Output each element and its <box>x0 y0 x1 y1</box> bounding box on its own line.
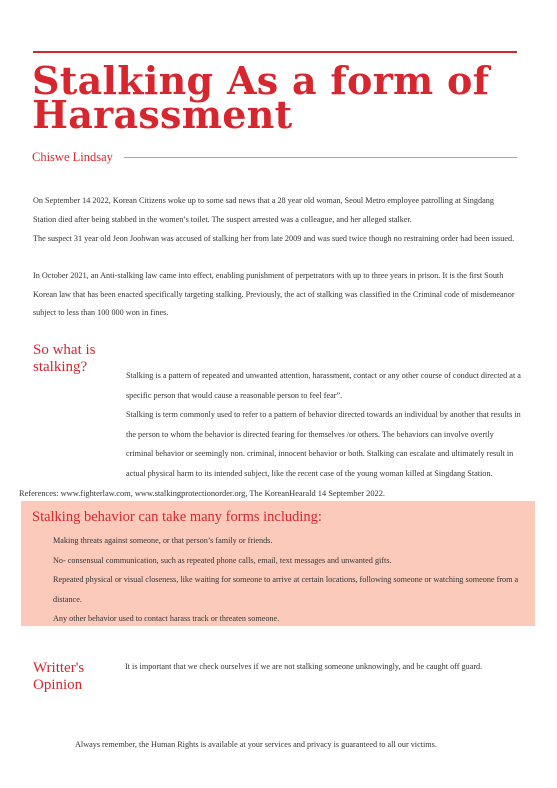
list-item: Any other behavior used to contact harass track or threaten someone. <box>53 614 280 623</box>
definition-paragraph-2: Stalking is term commonly used to refer to a pattern of behavior directed towards an individual by another that results in the person to whom the behavior is directed fearing for themselves /or others. The behaviors can involve overtly criminal behavior or seemingly non. criminal, innocent behavior or both. Stalking can escalate and ultimately result in actual physical harm to its intended subject, like the recent case of the young woman killed at Singdang Station. <box>126 410 521 478</box>
forms-title: Stalking behavior can take many forms including: <box>32 509 322 525</box>
intro-paragraph-2: The suspect 31 year old Jeon Joohwan was accused of stalking her from late 2009 and was sued twice though no restraining order had been issued. <box>33 234 515 243</box>
forms-list <box>53 531 523 629</box>
list-item: Making threats against someone, or that person’s family or friends. <box>53 536 273 545</box>
footer-note: Always remember, the Human Rights is available at your services and privacy is guaranteed to all our victims. <box>75 740 437 749</box>
definition-paragraph-1: Stalking is a pattern of repeated and unwanted attention, harassment, contact or any other course of conduct directed at a specific person that would cause a reasonable person to feel fear”. <box>126 371 521 400</box>
top-rule <box>33 51 517 53</box>
opinion-heading: Writter's Opinion <box>33 660 85 693</box>
author-divider <box>124 157 517 158</box>
definition-heading: So what is stalking? <box>33 342 96 375</box>
opinion-text: It is important that we check ourselves if we are not stalking someone unknowingly, and be caught off guard. <box>125 662 483 671</box>
list-item: No- consensual communication, such as repeated phone calls, email, text messages and unwanted gifts. <box>53 555 392 565</box>
intro-paragraph-3: In October 2021, an Anti-stalking law came into effect, enabling punishment of perpetrators with up to three years in prison. It is the first South Korean law that has been enacted specifically targeting stalking. Previously, the act of stalking was classified in the Criminal code of misdemeanor subject to less than 100 000 won in fines. <box>33 271 515 317</box>
forms-box <box>21 501 535 626</box>
intro-paragraph-1: On September 14 2022, Korean Citizens woke up to some sad news that a 28 year old woman, Seoul Metro employee patrolling at Singdang Station died after being stabbed in the women’s toilet. The suspect arrested was a colleague, and her alleged stalker. <box>33 196 494 224</box>
references-line: References: www.fighterlaw.com, www.stalkingprotectionorder.org, The KoreanHearald 14 September 2022. <box>19 489 385 498</box>
list-item: Repeated physical or visual closeness, like waiting for someone to arrive at certain locations, following someone or watching someone from a distance. <box>53 575 519 604</box>
article-title: Stalking As a form of Harassment <box>32 58 490 137</box>
author-name: Chiswe Lindsay <box>32 150 113 164</box>
definition-body <box>126 366 521 483</box>
